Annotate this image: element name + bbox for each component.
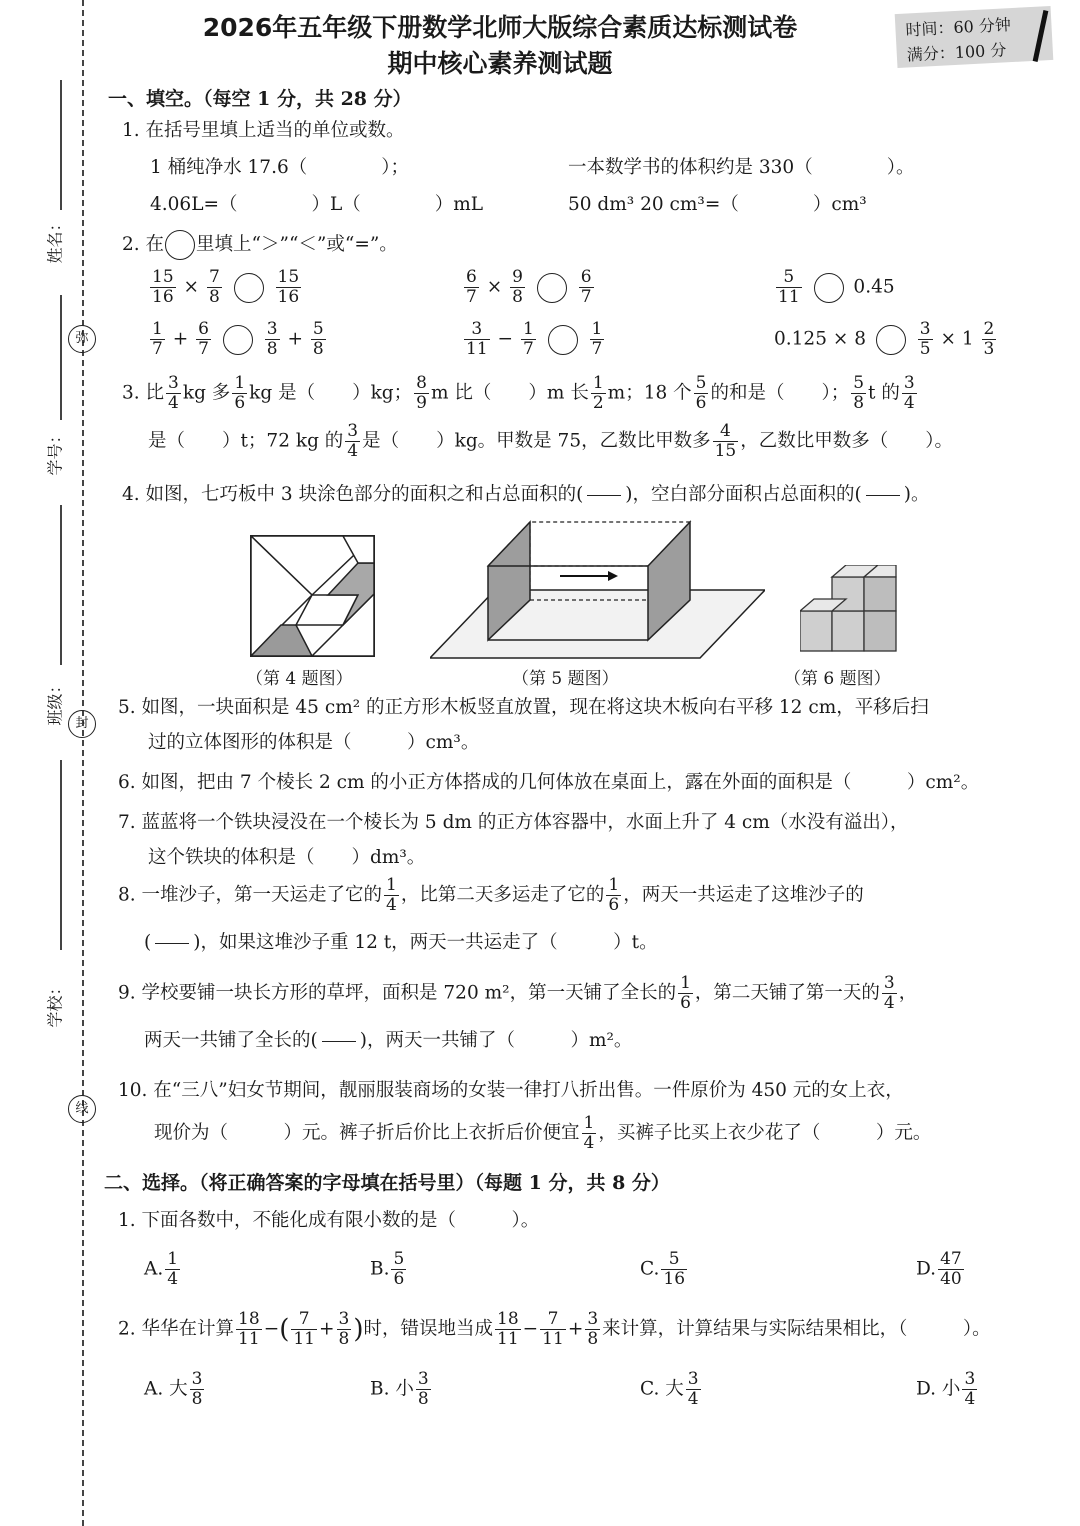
compare-circle-icon	[165, 230, 195, 260]
denominator: 6	[393, 1269, 405, 1289]
denominator: 11	[542, 1329, 564, 1349]
page-title: 2026年五年级下册数学北师大版综合素质达标测试卷	[202, 13, 798, 42]
denominator: 7	[591, 339, 603, 359]
denominator: 8	[312, 339, 324, 359]
numerator: 3	[903, 374, 915, 393]
fraction	[391, 1250, 406, 1289]
q1-d: 50 dm³ 20 cm³=（ ）cm³	[568, 194, 867, 215]
fraction	[938, 1250, 964, 1289]
numerator: 47	[940, 1249, 962, 1269]
board-translation-figure	[430, 518, 765, 660]
numerator: 3	[347, 421, 359, 441]
seal-xian	[68, 1095, 96, 1123]
numerator: 1	[591, 319, 603, 339]
numerator: 1	[583, 1113, 595, 1133]
fraction	[196, 320, 211, 359]
denominator: 7	[152, 339, 163, 359]
denominator: 6	[680, 993, 691, 1013]
seal-feng	[68, 710, 96, 738]
q3-text: kg 多	[182, 382, 231, 404]
q2-text: 2. 华华在计算	[118, 1318, 235, 1340]
paren: (	[854, 484, 862, 505]
student-id-line	[60, 295, 62, 420]
fraction	[882, 974, 897, 1013]
paren: (	[310, 1030, 318, 1051]
denominator: 8	[266, 339, 278, 359]
q5-line2: 过的立体图形的体积是（ ）cm³。	[148, 732, 480, 753]
q9-text: 9. 学校要铺一块长方形的草坪，面积是 720 m²，第一天铺了全长的	[118, 982, 677, 1004]
q2-r1c3	[774, 268, 895, 307]
fraction	[591, 374, 606, 413]
operator: −	[497, 328, 514, 350]
fraction	[150, 268, 176, 307]
full-score: 满分：100 分	[906, 40, 1007, 65]
denominator: 11	[778, 287, 800, 307]
fraction	[582, 1114, 597, 1153]
denominator: 4	[347, 441, 359, 461]
denominator: 3	[983, 339, 995, 359]
compare-circle-icon[interactable]	[548, 325, 578, 355]
fraction	[464, 320, 490, 359]
denominator: 2	[592, 393, 604, 413]
q4	[122, 480, 929, 506]
denominator: 11	[238, 1329, 260, 1349]
fraction	[678, 974, 693, 1013]
q2-stem	[122, 230, 398, 260]
compare-circle-icon[interactable]	[814, 273, 844, 303]
s2-q2-option-d[interactable]	[916, 1370, 979, 1409]
denominator: 6	[234, 393, 246, 413]
option-label: B. 小	[370, 1378, 414, 1400]
q8-text: ，如果这堆沙子重 12 t，两天一共运走了（ ）t。	[200, 932, 658, 953]
fraction	[713, 422, 739, 461]
denominator: 6	[608, 895, 620, 915]
q10-line2	[154, 1114, 931, 1153]
s2-q1-stem: 1. 下面各数中，不能化成有限小数的是（ ）。	[118, 1210, 540, 1231]
operator: −	[263, 1318, 280, 1340]
school-line	[60, 760, 62, 950]
fraction	[291, 1310, 317, 1349]
denominator: 4	[583, 1133, 595, 1153]
numerator: 3	[587, 1309, 599, 1329]
numerator: 7	[540, 1310, 566, 1330]
denominator: 5	[919, 339, 931, 359]
fraction	[590, 320, 605, 359]
s2-q2-option-a[interactable]	[144, 1370, 206, 1409]
numerator: 3	[687, 1369, 699, 1389]
numerator: 3	[964, 1369, 976, 1389]
fraction	[851, 374, 866, 413]
q2-r2c1	[148, 320, 328, 359]
fraction	[495, 1310, 521, 1349]
answer-blank[interactable]	[866, 495, 900, 496]
numerator: 6	[466, 267, 477, 287]
fraction	[464, 268, 479, 307]
denominator: 15	[714, 441, 737, 461]
q2-r1c2	[462, 268, 596, 307]
fraction	[190, 1370, 205, 1409]
denominator: 11	[466, 339, 488, 359]
compare-circle-icon[interactable]	[223, 325, 253, 355]
q8-line2	[144, 928, 658, 954]
denominator: 7	[522, 339, 534, 359]
q8-text: ，两天一共运走了这堆沙子的	[623, 884, 864, 906]
fraction	[540, 1310, 566, 1349]
fraction	[918, 320, 933, 359]
s2-q2-stem	[118, 1310, 991, 1349]
q2-r2c2	[462, 320, 606, 359]
q10-text: 现价为（ ）元。裤子折后价比上衣折后价便宜	[154, 1122, 580, 1144]
numerator: 8	[416, 374, 427, 393]
denominator: 4	[687, 1389, 699, 1409]
denominator: 11	[293, 1329, 315, 1349]
section-1-title: 一、填空。（每空 1 分，共 28 分）	[108, 88, 412, 110]
numerator: 5	[776, 268, 802, 288]
fraction	[606, 876, 621, 915]
fraction	[276, 268, 302, 307]
q6: 6. 如图，把由 7 个棱长 2 cm 的小正方体搭成的几何体放在桌面上，露在外面的面积是（ ）cm²。	[118, 772, 980, 793]
q9-text: ，第二天铺了第一天的	[694, 982, 880, 1004]
option-label: A.	[144, 1258, 164, 1280]
numerator: 15	[152, 267, 174, 287]
numerator: 5	[695, 374, 707, 393]
numerator: 4	[713, 422, 739, 442]
name-line	[60, 80, 62, 210]
numerator: 5	[661, 1250, 687, 1270]
numerator: 3	[464, 320, 490, 340]
numerator: 1	[152, 319, 163, 339]
q9-text: ，	[898, 982, 918, 1004]
numerator: 6	[198, 319, 209, 339]
paren: )	[359, 1030, 367, 1051]
page-subtitle: 期中核心素养测试题	[387, 49, 613, 78]
denominator: 7	[466, 287, 477, 307]
denominator: 16	[663, 1269, 686, 1289]
numerator: 5	[312, 319, 324, 339]
numerator: 3	[266, 319, 278, 339]
numerator: 7	[291, 1310, 317, 1330]
option-label: D. 小	[916, 1378, 961, 1400]
fraction	[510, 268, 525, 307]
q2-stem-b: 里填上“＞”“＜”或“=”。	[196, 234, 398, 255]
operator: ×	[486, 276, 503, 298]
fraction	[686, 1370, 701, 1409]
numerator: 6	[580, 267, 592, 287]
expression: × 1	[940, 328, 974, 350]
numerator: 1	[592, 374, 604, 393]
fraction	[776, 268, 802, 307]
q10-line1: 10. 在“三八”妇女节期间，靓丽服装商场的女装一律打八折出售。一件原价为 450 元的女上衣，	[118, 1080, 904, 1101]
fraction	[902, 374, 917, 413]
fraction	[150, 320, 165, 359]
fraction	[345, 422, 360, 461]
q2-text: 时，错误地当成	[363, 1318, 494, 1340]
s2-q2-option-b[interactable]	[370, 1370, 433, 1409]
school-label: 学校：	[45, 979, 65, 1028]
answer-blank[interactable]	[587, 495, 621, 496]
denominator: 16	[152, 287, 174, 307]
numerator: 1	[680, 973, 691, 993]
numerator: 5	[393, 1249, 405, 1269]
q10-text: ，买裤子比买上衣少花了（ ）元。	[598, 1122, 932, 1144]
paren: )	[625, 484, 633, 505]
q3-line1	[122, 374, 1042, 413]
fraction	[962, 1370, 977, 1409]
seal-mi	[68, 325, 96, 353]
denominator: 8	[853, 393, 865, 413]
s2-q1-option-d[interactable]	[916, 1250, 966, 1289]
fraction	[165, 1250, 180, 1289]
denominator: 4	[883, 993, 895, 1013]
paren: )	[193, 932, 201, 953]
q8-text: 8. 一堆沙子，第一天运走了它的	[118, 884, 383, 906]
fraction	[265, 320, 280, 359]
denominator: 4	[168, 393, 179, 413]
fraction	[982, 320, 997, 359]
time-score-box	[895, 6, 1054, 68]
q3-text: 3. 比	[122, 382, 165, 404]
numerator: 3	[168, 374, 179, 393]
operator: ×	[183, 276, 200, 298]
fig5-caption: （第 5 题图）	[512, 669, 619, 689]
q2-r1c1	[148, 268, 303, 307]
paren: (	[576, 484, 584, 505]
q4-text: ，空白部分面积占总面积的	[632, 484, 855, 505]
fraction	[416, 1370, 431, 1409]
s2-q1-option-a[interactable]	[144, 1250, 182, 1289]
q4-text: 4. 如图，七巧板中 3 块涂色部分的面积之和占总面积的	[122, 484, 577, 505]
option-label: A. 大	[144, 1378, 188, 1400]
q2-text: 来计算，计算结果与实际结果相比，（ ）。	[602, 1318, 991, 1340]
numerator: 9	[512, 267, 523, 287]
fig6-caption: （第 6 题图）	[784, 669, 891, 689]
answer-blank[interactable]	[155, 943, 189, 944]
cube-stack-figure	[800, 565, 900, 653]
paren: (	[279, 1314, 290, 1345]
seal-mi-text: 弥	[68, 325, 96, 353]
compare-circle-icon[interactable]	[234, 273, 264, 303]
q9-text: ，两天一共铺了（ ）m²。	[366, 1030, 633, 1051]
denominator: 4	[167, 1269, 179, 1289]
fraction	[166, 374, 181, 413]
denominator: 8	[512, 287, 523, 307]
s2-q2-option-c[interactable]	[640, 1370, 703, 1409]
seal-xian-text: 线	[68, 1095, 96, 1123]
numerator: 1	[386, 875, 397, 895]
denominator: 7	[580, 287, 592, 307]
s2-q1-option-b[interactable]	[370, 1250, 408, 1289]
q7-line2: 这个铁块的体积是（ ）dm³。	[148, 847, 426, 868]
compare-circle-icon[interactable]	[876, 325, 906, 355]
fraction	[311, 320, 326, 359]
q3-text: m 比（ ）m 长	[430, 382, 589, 404]
s2-q1-option-c[interactable]	[640, 1250, 689, 1289]
denominator: 8	[587, 1329, 599, 1349]
q7-line1: 7. 蓝蓝将一个铁块浸没在一个棱长为 5 dm 的正方体容器中，水面上升了 4 cm（水没有溢出），	[118, 812, 909, 833]
fraction	[384, 876, 399, 915]
numerator: 2	[983, 319, 995, 339]
fraction	[585, 1310, 600, 1349]
fig4-caption: （第 4 题图）	[246, 669, 353, 689]
q4-text: 。	[910, 484, 930, 505]
q9-line2	[144, 1026, 632, 1052]
fraction	[694, 374, 709, 413]
q8-text: ，比第二天多运走了它的	[400, 884, 605, 906]
fraction	[232, 374, 247, 413]
compare-circle-icon[interactable]	[537, 273, 567, 303]
operator: +	[567, 1318, 584, 1340]
exam-time: 时间：60 分钟	[905, 15, 1012, 40]
numerator: 1	[608, 875, 620, 895]
numerator: 3	[417, 1369, 429, 1389]
option-label: C. 大	[640, 1378, 684, 1400]
option-label: C.	[640, 1258, 660, 1280]
class-label: 班级：	[45, 677, 65, 726]
denominator: 4	[964, 1389, 976, 1409]
q1-b: 一本数学书的体积约是 330（ ）。	[568, 157, 915, 178]
q3-text: m；18 个	[607, 382, 692, 404]
denominator: 16	[277, 287, 300, 307]
numerator: 7	[208, 267, 220, 287]
student-id-label: 学号：	[45, 427, 65, 476]
operator: +	[319, 1318, 335, 1340]
answer-blank[interactable]	[322, 1041, 356, 1042]
q1-c: 4.06L=（ ）L（ ）mL	[150, 194, 484, 215]
q5-line1: 5. 如图，一块面积是 45 cm² 的正方形木板竖直放置，现在将这块木板向右平移 12 cm，平移后扫	[118, 697, 929, 718]
dashed-binding-line	[82, 0, 84, 1526]
fraction	[337, 1310, 352, 1349]
q9-text: 两天一共铺了全长的	[144, 1030, 311, 1051]
fraction	[207, 268, 222, 307]
numerator: 18	[497, 1309, 519, 1329]
operator: −	[522, 1318, 539, 1340]
q3-text: 是（ ）kg。甲数是 75，乙数比甲数多	[362, 430, 711, 452]
numerator: 3	[338, 1309, 350, 1329]
fraction	[414, 374, 429, 413]
denominator: 40	[940, 1269, 962, 1289]
numerator: 1	[522, 319, 534, 339]
operator: +	[172, 328, 189, 350]
q2-stem-a: 2. 在	[122, 234, 165, 255]
option-label: D.	[916, 1258, 937, 1280]
denominator: 9	[416, 393, 427, 413]
denominator: 7	[198, 339, 209, 359]
denominator: 11	[497, 1329, 519, 1349]
fraction	[236, 1310, 262, 1349]
numerator: 3	[883, 973, 895, 993]
q2-r2c3	[774, 320, 998, 359]
numerator: 3	[919, 319, 931, 339]
fraction	[661, 1250, 687, 1289]
denominator: 8	[191, 1389, 203, 1409]
q1-stem: 1. 在括号里填上适当的单位或数。	[122, 120, 405, 141]
q3-line2	[148, 422, 953, 461]
q3-text: 是（ ）t；72 kg 的	[148, 430, 344, 452]
numerator: 3	[191, 1369, 203, 1389]
q3-text: 的和是（ ）；	[710, 382, 850, 404]
denominator: 8	[417, 1389, 429, 1409]
fraction	[579, 268, 594, 307]
decimal-value: 0.45	[853, 276, 895, 298]
class-line	[60, 505, 62, 665]
q3-text: ，乙数比甲数多（ ）。	[740, 430, 954, 452]
numerator: 1	[234, 374, 246, 393]
denominator: 6	[695, 393, 707, 413]
name-label: 姓名：	[45, 215, 65, 264]
seal-feng-text: 封	[68, 710, 96, 738]
numerator: 1	[167, 1249, 179, 1269]
paren: )	[903, 484, 911, 505]
q8-line1	[118, 876, 864, 915]
operator: +	[287, 328, 303, 350]
denominator: 4	[386, 895, 397, 915]
q3-text: kg 是（ ）kg；	[249, 382, 413, 404]
section-2-title: 二、选择。（将正确答案的字母填在括号里）（每题 1 分，共 8 分）	[104, 1172, 670, 1194]
numerator: 15	[277, 267, 300, 287]
paren: (	[144, 932, 152, 953]
tangram-figure	[250, 535, 375, 657]
q3-text: t 的	[868, 382, 900, 404]
denominator: 4	[903, 393, 915, 413]
paren: )	[353, 1314, 364, 1345]
q9-line1	[118, 974, 917, 1013]
numerator: 5	[853, 374, 865, 393]
option-label: B.	[370, 1258, 390, 1280]
expression: 0.125 × 8	[774, 328, 866, 350]
denominator: 8	[208, 287, 220, 307]
q1-a: 1 桶纯净水 17.6（ ）；	[150, 157, 409, 178]
fraction	[521, 320, 536, 359]
denominator: 8	[338, 1329, 350, 1349]
numerator: 18	[238, 1309, 260, 1329]
